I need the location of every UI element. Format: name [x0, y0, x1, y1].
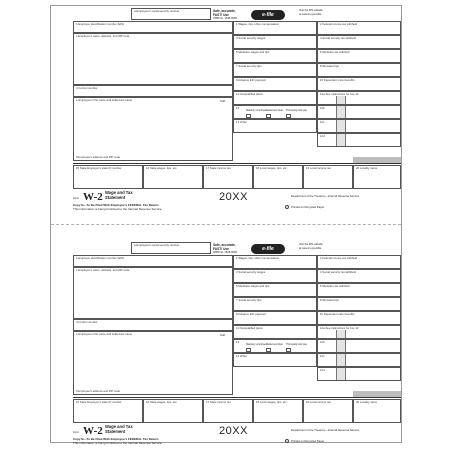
ssn-field[interactable] — [131, 242, 211, 254]
box-13-option-label-2: Retirement plan — [266, 343, 283, 346]
employee-name-field-label: e Employee's first name and initial Last name — [76, 98, 133, 102]
box-9[interactable] — [233, 77, 317, 91]
box-2-label: 2 Federal income tax withheld — [320, 256, 358, 260]
box-19-label: 19 Local income tax — [306, 400, 331, 404]
recycled-paper-label: Printed on Recycled Paper — [291, 205, 325, 209]
employee-name-field[interactable] — [73, 97, 233, 161]
box-6[interactable] — [317, 283, 401, 297]
tax-year: 20XX — [219, 425, 248, 437]
box-8-label: 8 Allocated tips — [320, 298, 339, 302]
ein-field[interactable] — [73, 21, 233, 33]
irs-info-text: This information is being furnished to the Internal Revenue Service. — [73, 441, 163, 445]
box-7-label: 7 Social security tips — [236, 64, 262, 68]
box-13-checkbox-1[interactable] — [246, 348, 251, 352]
department-text: Department of the Treasury—Internal Revenue Service — [291, 194, 360, 198]
form-word-label: Form — [73, 431, 80, 434]
box-20-label: 20 Locality name — [356, 166, 378, 170]
box-12b-code[interactable] — [336, 340, 346, 353]
box-1-label: 1 Wages, tips, other compensation — [236, 22, 279, 26]
box-12b-code[interactable] — [336, 106, 346, 119]
box-5-label: 5 Medicare wages and tips — [236, 284, 270, 288]
form-w2-title: W-2 — [83, 425, 103, 437]
box-12-label: 12a See instructions for box 12 — [320, 326, 359, 330]
box-20[interactable] — [353, 165, 401, 189]
irs-url-text: at www.irs.gov/efile — [299, 246, 322, 250]
state-section-divider — [73, 397, 401, 398]
box-13-checkbox-3[interactable] — [286, 348, 291, 352]
employer-address-field[interactable] — [73, 267, 233, 319]
box-14[interactable] — [233, 353, 317, 367]
box-8[interactable] — [317, 63, 401, 77]
box-17-label: 17 State income tax — [206, 166, 231, 170]
box-12[interactable] — [317, 91, 401, 105]
box-2-label: 2 Federal income tax withheld — [320, 22, 358, 26]
efile-logo: e-file — [251, 244, 285, 254]
locality-shaded-strip — [353, 391, 401, 397]
locality-shaded-strip — [353, 157, 401, 163]
box-12d[interactable] — [317, 367, 401, 381]
box-13-checkbox-1[interactable] — [246, 114, 251, 118]
recycled-paper-label: Printed on Recycled Paper — [291, 439, 325, 443]
box-12c-code[interactable] — [336, 120, 346, 133]
irs-url-text: at www.irs.gov/efile — [299, 12, 322, 16]
box-13-checkbox-2[interactable] — [266, 348, 271, 352]
box-14-label: 14 Other — [236, 354, 247, 358]
box-13-checkbox-3[interactable] — [286, 114, 291, 118]
form-word-label: Form — [73, 197, 80, 200]
box-16[interactable] — [143, 165, 203, 189]
box-11-label: 11 Nonqualified plans — [236, 326, 263, 330]
box-11[interactable] — [233, 91, 317, 105]
box-17[interactable] — [203, 165, 253, 189]
box-16[interactable] — [143, 399, 203, 423]
employee-address-label: f Employee's address and ZIP code — [76, 389, 121, 393]
employee-name-field-label: e Employee's first name and initial Last name — [76, 332, 133, 336]
box-3[interactable] — [233, 269, 317, 283]
recycle-icon — [285, 439, 289, 443]
box-19[interactable] — [303, 399, 353, 423]
box-8[interactable] — [317, 297, 401, 311]
box-13-option-label-2: Retirement plan — [266, 109, 283, 112]
box-12c-label: 12c — [320, 354, 325, 358]
box-10-label: 10 Dependent care benefits — [320, 312, 355, 316]
box-12a-code[interactable] — [336, 330, 346, 339]
box-7[interactable] — [233, 63, 317, 77]
employee-name-field[interactable] — [73, 331, 233, 395]
control-number-field[interactable] — [73, 319, 233, 331]
copy-b-text: Copy B—To Be Filed With Employee's FEDERAL Tax Return. — [73, 437, 160, 441]
perforation-line — [51, 224, 401, 225]
box-13-label: 13 — [236, 340, 240, 344]
box-5-label: 5 Medicare wages and tips — [236, 50, 270, 54]
department-text: Department of the Treasury—Internal Revenue Service — [291, 428, 360, 432]
box-15-label: 15 State Employer's state ID number — [76, 166, 122, 170]
fast-use-text: FAST! Use — [213, 246, 229, 251]
suffix-label: Suff. — [220, 99, 226, 103]
w2-form-copy-1 — [73, 8, 401, 211]
box-4[interactable] — [317, 269, 401, 283]
box-20[interactable] — [353, 399, 401, 423]
wage-tax-line-2: Statement — [105, 194, 126, 200]
box-16-label: 16 State wages, tips, etc. — [146, 166, 178, 170]
box-12c-label: 12c — [320, 120, 325, 124]
box-12c-code[interactable] — [336, 354, 346, 367]
box-9[interactable] — [233, 311, 317, 325]
safe-accurate-text: Safe, accurate, — [213, 243, 236, 247]
box-13-option-label-1: Statutory employee — [246, 343, 267, 346]
wage-tax-line-2: Statement — [105, 428, 126, 434]
box-16-label: 16 State wages, tips, etc. — [146, 400, 178, 404]
employer-address-field[interactable] — [73, 33, 233, 85]
box-18-label: 18 Local wages, tips, etc. — [256, 166, 288, 170]
state-section-divider — [73, 163, 401, 164]
box-13-checkbox-2[interactable] — [266, 114, 271, 118]
box-2[interactable] — [317, 21, 401, 35]
box-12b[interactable] — [317, 105, 401, 119]
box-12d-label: 12d — [320, 134, 325, 138]
box-19-label: 19 Local income tax — [306, 166, 331, 170]
irs-info-text: This information is being furnished to the Internal Revenue Service. — [73, 207, 163, 211]
box-12b-label: 12b — [320, 106, 325, 110]
box-1-label: 1 Wages, tips, other compensation — [236, 256, 279, 260]
box-12[interactable] — [317, 325, 401, 339]
form-footer — [73, 190, 401, 211]
box-13-option-label-1: Statutory employee — [246, 109, 267, 112]
box-17[interactable] — [203, 399, 253, 423]
box-18[interactable] — [253, 165, 303, 189]
irs-visit-text: Visit the IRS website — [299, 243, 323, 246]
box-14[interactable] — [233, 119, 317, 133]
ein-field-label: b Employer identification number (EIN) — [76, 22, 125, 26]
box-13[interactable] — [233, 105, 317, 119]
box-12d-code[interactable] — [336, 368, 346, 381]
recycled-paper-text — [285, 439, 324, 443]
box-13-option-label-3: Third-party sick pay — [286, 109, 307, 112]
box-9-label: 9 Advance EIC payment — [236, 78, 267, 82]
box-14-label: 14 Other — [236, 120, 247, 124]
box-3[interactable] — [233, 35, 317, 49]
box-15[interactable] — [73, 165, 143, 189]
box-12c[interactable] — [317, 353, 401, 367]
box-12a-code[interactable] — [336, 96, 346, 105]
box-11-label: 11 Nonqualified plans — [236, 92, 263, 96]
tax-year: 20XX — [219, 191, 248, 203]
employer-address-field-label: c Employer's name, address, and ZIP code — [76, 268, 130, 272]
box-12d-code[interactable] — [336, 134, 346, 147]
box-12d[interactable] — [317, 133, 401, 147]
box-13-label: 13 — [236, 106, 240, 110]
box-6-label: 6 Medicare tax withheld — [320, 50, 350, 54]
box-13[interactable] — [233, 339, 317, 353]
box-15-label: 15 State Employer's state ID number — [76, 400, 122, 404]
box-10[interactable] — [317, 311, 401, 325]
box-5[interactable] — [233, 283, 317, 297]
control-number-field-label: d Control number — [76, 320, 98, 324]
box-11[interactable] — [233, 325, 317, 339]
control-number-field-label: d Control number — [76, 86, 98, 90]
box-10-label: 10 Dependent care benefits — [320, 78, 355, 82]
wage-tax-line-1: Wage and Tax — [105, 424, 133, 429]
fast-use-text: FAST! Use — [213, 12, 229, 17]
box-12-label: 12a See instructions for box 12 — [320, 92, 359, 96]
irs-visit-text: Visit the IRS website — [299, 9, 323, 12]
omb-number: OMB No. 1545-0008 — [213, 17, 237, 20]
box-12d-label: 12d — [320, 368, 325, 372]
box-12c[interactable] — [317, 119, 401, 133]
box-6[interactable] — [317, 49, 401, 63]
box-10[interactable] — [317, 77, 401, 91]
box-5[interactable] — [233, 49, 317, 63]
box-4-label: 4 Social security tax withheld — [320, 36, 356, 40]
box-4[interactable] — [317, 35, 401, 49]
efile-logo: e-file — [251, 10, 285, 20]
suffix-label: Suff. — [220, 333, 226, 337]
employer-address-field-label: c Employer's name, address, and ZIP code — [76, 34, 130, 38]
ssn-field[interactable] — [131, 8, 211, 20]
w2-form-copy-2 — [73, 242, 401, 445]
ein-field[interactable] — [73, 255, 233, 267]
box-12b-label: 12b — [320, 340, 325, 344]
wage-tax-line-1: Wage and Tax — [105, 190, 133, 195]
recycled-paper-text — [285, 205, 324, 209]
box-3-label: 3 Social security wages — [236, 270, 266, 274]
box-15[interactable] — [73, 399, 143, 423]
box-18-label: 18 Local wages, tips, etc. — [256, 400, 288, 404]
box-18[interactable] — [253, 399, 303, 423]
box-1[interactable] — [233, 255, 317, 269]
box-4-label: 4 Social security tax withheld — [320, 270, 356, 274]
ein-field-label: b Employer identification number (EIN) — [76, 256, 125, 260]
box-7-label: 7 Social security tips — [236, 298, 262, 302]
box-9-label: 9 Advance EIC payment — [236, 312, 267, 316]
w2-sheet — [50, 5, 402, 443]
box-3-label: 3 Social security wages — [236, 36, 266, 40]
form-footer — [73, 424, 401, 445]
form-w2-title: W-2 — [83, 191, 103, 203]
copy-b-text: Copy B—To Be Filed With Employee's FEDERAL Tax Return. — [73, 203, 160, 207]
ssn-field-label: a Employee's social security number — [134, 9, 180, 13]
box-13-option-label-3: Third-party sick pay — [286, 343, 307, 346]
omb-number: OMB No. 1545-0008 — [213, 251, 237, 254]
box-12b[interactable] — [317, 339, 401, 353]
box-17-label: 17 State income tax — [206, 400, 231, 404]
recycle-icon — [285, 205, 289, 209]
box-1[interactable] — [233, 21, 317, 35]
box-2[interactable] — [317, 255, 401, 269]
box-19[interactable] — [303, 165, 353, 189]
box-6-label: 6 Medicare tax withheld — [320, 284, 350, 288]
control-number-field[interactable] — [73, 85, 233, 97]
box-20-label: 20 Locality name — [356, 400, 378, 404]
employee-address-label: f Employee's address and ZIP code — [76, 155, 121, 159]
box-7[interactable] — [233, 297, 317, 311]
safe-accurate-text: Safe, accurate, — [213, 9, 236, 13]
ssn-field-label: a Employee's social security number — [134, 243, 180, 247]
box-8-label: 8 Allocated tips — [320, 64, 339, 68]
